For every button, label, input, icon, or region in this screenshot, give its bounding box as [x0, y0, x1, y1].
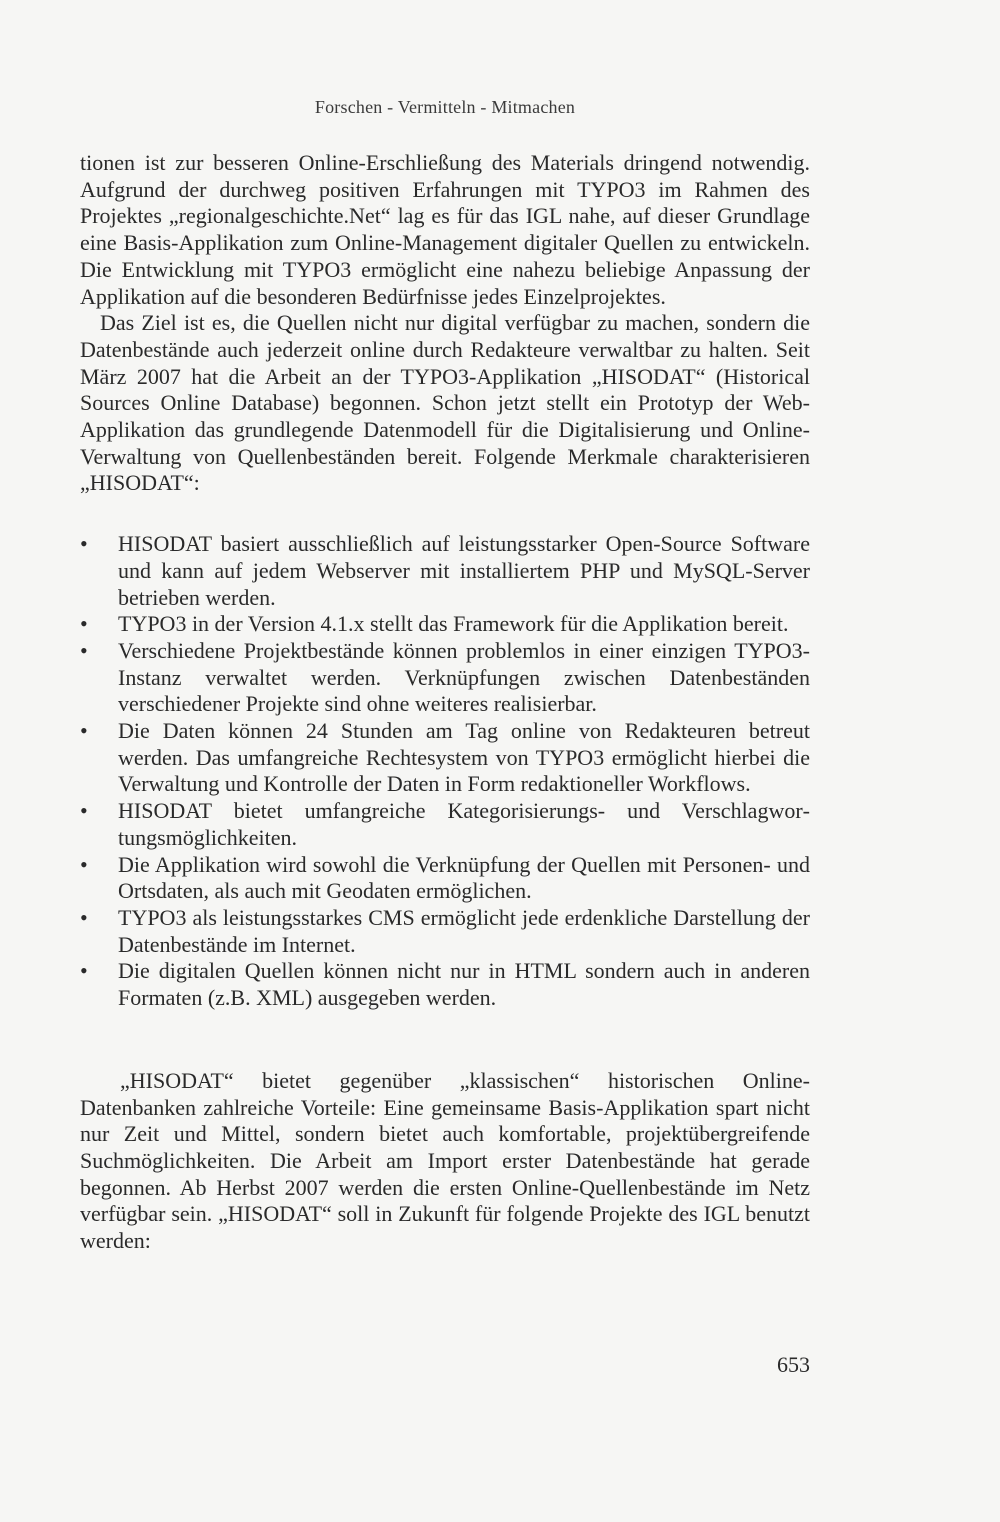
- list-item: [80, 611, 810, 638]
- list-item: [80, 798, 810, 851]
- paragraph-hisodat-intro: Das Ziel ist es, die Quellen nicht nur digital verfügbar zu machen, sondern die Datenbestände auch jederzeit online durch Redakteure verwaltbar zu halten. Seit März 2007 hat die Arbeit an der TYPO3-Applikation „HISODAT“ (Historical Sources Online Database) begonnen. Schon jetzt stellt ein Prototyp der Web-Applikation das grundlegende Datenmodell für die Digitalisierung und Online-Verwaltung von Quellenbeständen bereit. Folgende Merkmale charakterisieren „HISODAT“:: [80, 310, 810, 496]
- bullet-icon: •: [80, 611, 88, 637]
- list-item-text: TYPO3 in der Version 4.1.x stellt das Framework für die Applikation bereit.: [118, 611, 789, 637]
- paragraph-continuation: tionen ist zur besseren Online-Erschließung des Materials dringend notwendig. Aufgrund der durchweg positiven Erfahrungen mit TYPO3 im Rahmen des Projektes „regionalgeschichte.Net“ lag es für das IGL nahe, auf dieser Grundlage eine Basis-Applikation zum Online-Management digitaler Quellen zu entwickeln. Die Entwicklung mit TYPO3 ermöglicht eine nahezu beliebige Anpassung der Applikation auf die besonderen Bedürfnisse jedes Einzelprojektes.: [80, 150, 810, 309]
- list-item-text: Die digitalen Quellen können nicht nur in HTML sondern auch in anderen Formaten (z.B. XML) ausgegeben werden.: [118, 958, 810, 1011]
- bullet-icon: •: [80, 718, 88, 744]
- list-item-text: HISODAT bietet umfangreiche Kategorisierungs- und Verschlagwortungsmöglichkeiten.: [118, 798, 810, 850]
- running-header: Forschen - Vermitteln - Mitmachen: [314, 97, 576, 117]
- list-item: [80, 638, 810, 718]
- list-item: [80, 852, 810, 905]
- list-item-text: Verschiedene Projektbestände können problemlos in einer einzigen TYPO3-Instanz verwaltet werden. Verknüpfungen zwischen Datenbeständen verschiedener Projekte sind ohne weiteres realisierbar.: [118, 637, 810, 717]
- paragraph-advantages: „HISODAT“ bietet gegenüber „klassischen“ historischen Online-Datenbanken zahlreiche Vorteile: Eine gemeinsame Basis-Applikation spart nicht nur Zeit und Mittel, sondern bietet auch komfortable, projektübergreifende Suchmöglichkeiten. Die Arbeit am Import erster Datenbestände hat gerade begonnen. Ab Herbst 2007 werden die ersten Online-Quellenbestände im Netz verfügbar sein. „HISODAT“ soll in Zukunft für folgende Projekte des IGL benutzt werden:: [80, 1067, 810, 1254]
- list-item: [80, 718, 810, 798]
- body-text: [80, 150, 810, 1255]
- page-number: 653: [777, 1352, 810, 1377]
- list-item-text: TYPO3 als leistungsstarkes CMS ermöglicht jede erdenkliche Darstellung der Datenbestände im Internet.: [118, 904, 810, 957]
- bullet-icon: •: [80, 958, 88, 984]
- list-item: [80, 958, 810, 1011]
- bullet-icon: •: [80, 798, 88, 824]
- list-item-text: HISODAT basiert ausschließlich auf leistungsstarker Open-Source Software und kann auf jedem Webserver mit installiertem PHP und MySQL-Server betrieben werden.: [118, 531, 810, 610]
- list-item-text: Die Daten können 24 Stunden am Tag online von Redakteuren betreut werden. Das umfangreiche Rechtesystem von TYPO3 ermöglicht hierbei die Verwaltung und Kontrolle der Daten in Form redaktioneller Workflows.: [118, 718, 810, 797]
- bullet-icon: •: [80, 531, 88, 557]
- feature-list: [80, 531, 810, 1012]
- list-item-text: Die Applikation wird sowohl die Verknüpfung der Quellen mit Personen- und Ortsdaten, als auch mit Geodaten ermöglichen.: [118, 851, 810, 904]
- list-item: [80, 531, 810, 611]
- list-item: [80, 905, 810, 958]
- bullet-icon: •: [80, 637, 88, 663]
- bullet-icon: •: [80, 904, 88, 930]
- bullet-icon: •: [80, 851, 88, 877]
